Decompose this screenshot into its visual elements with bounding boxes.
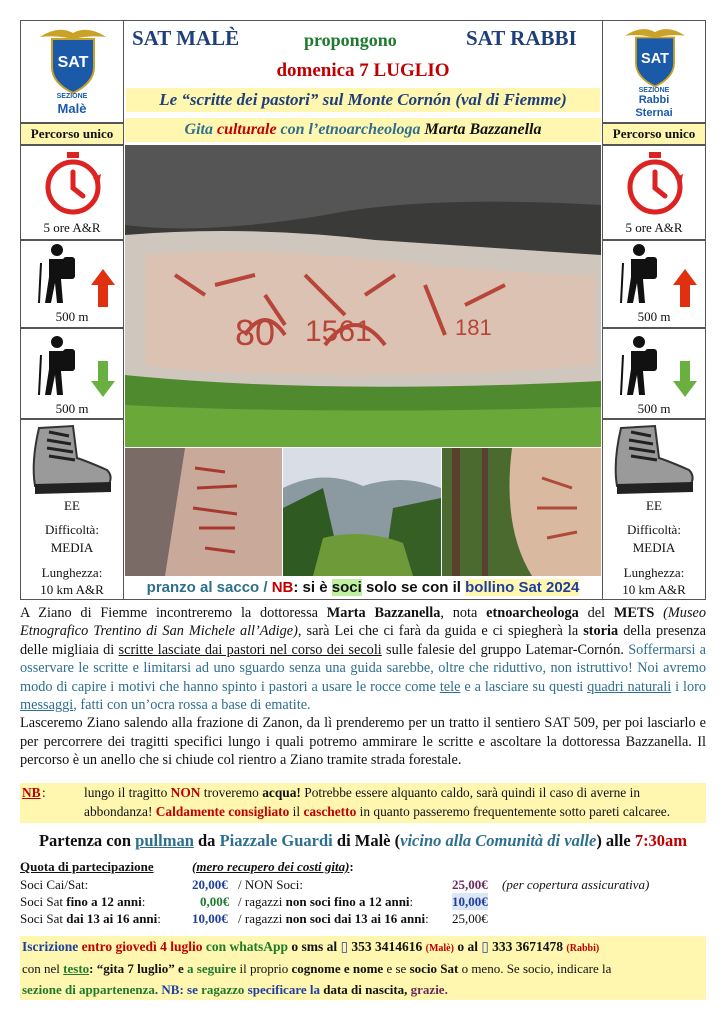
left-logo-cell: [20, 20, 124, 123]
event-subtitle: Le “scritte dei pastori” sul Monte Cornón (val di Fiemme): [126, 88, 600, 112]
photo-inscriptions-detail: [125, 448, 282, 576]
difficulty-label: Difficoltà:: [45, 522, 99, 537]
grade-label: EE: [646, 498, 662, 513]
rock-painting-illustration: [125, 145, 601, 447]
descent-label: 500 m: [637, 401, 671, 416]
hiker-icon: [35, 335, 79, 397]
bollino-banner: pranzo al sacco / NB: si è soci solo se con il bollino Sat 2024: [125, 577, 601, 599]
svg-text:80: 80: [235, 312, 276, 353]
sat-eagle-logo: [620, 23, 690, 91]
phone-icon: ▯: [481, 939, 489, 954]
hiker-icon: [617, 335, 661, 397]
signup-line1: Iscrizione entro giovedì 4 luglio con whatsApp o sms al ▯ 353 3414616 (Malè) o al ▯ 333 3671478 (Rabbi): [22, 939, 600, 954]
difficulty-cell: [20, 419, 124, 600]
duration-cell: [602, 145, 706, 240]
org-right: SAT RABBI: [466, 26, 577, 50]
grade-label: EE: [64, 498, 80, 513]
signup-line2: con nel testo: “gita 7 luglio” e a seguire il proprio cognome e nome e se socio Sat o meno. Se socio, indicare la: [22, 961, 612, 976]
ascent-label: 500 m: [637, 309, 671, 324]
fees-title: Quota di partecipazione: [20, 859, 154, 874]
right-logo-line1: SEZIONE: [638, 87, 670, 94]
gita-pre: Gita: [184, 121, 213, 138]
duration-cell: [20, 145, 124, 240]
boot-icon: [29, 422, 115, 498]
ascent-cell: [602, 240, 706, 328]
description: A Ziano di Fiemme incontreremo la dottoressa Marta Bazzanella, nota etnoarcheologa del METS (Museo Etnografico Trentino di San Michele all’Adige), sarà Lei che ci farà da guida e ci spiegherà la storia della presenza delle migliaia di scritte lasciate dai pastori nel corso dei secoli sulle falesie del gruppo Latemar-Cornón. Soffermarsi a osservare le scritte e limitarsi ad uno sguardo senza una guida sarebbe, oltre che riduttivo, non istruttivo! Noi avremo modo di capire i motivi che hanno spinto i pastori a usare le rocce come tele e a lasciare su questi quadri naturali i loro messaggi, fatti con un’ocra rossa a base di ematite. Lasceremo Ziano salendo alla frazione di Zanon, da lì prenderemo per un tratto il sentiero SAT 509, per poi lasciarlo e per percorrere dei tragitti specifici lungo i quali potremo ammirare le scritte e ascoltare la dottoressa Bazzanella. Il percorso è un anello che si chiude col rientro a Ziano tramite strada forestale.: [20, 605, 707, 769]
duration-label: 5 ore A&R: [625, 220, 683, 235]
right-logo-line2: Rabbi: [638, 94, 670, 106]
descent-cell: [602, 328, 706, 419]
left-logo-line2: Malè: [57, 101, 87, 116]
descent-cell: [20, 328, 124, 419]
right-logo-line3: Sternai: [635, 107, 673, 119]
difficulty-value: MEDIA: [50, 540, 94, 555]
svg-text:SAT: SAT: [57, 54, 89, 71]
fees-table: Quota di partecipazione (mero recupero dei costi gita): Soci Cai/Sat: 20,00€ / NON Soci: 25,00€ (per copertura assicurativa) Soci Sat fino a 12 anni: 0,00€ / ragazzi non soci fino a 12 anni: 10,00€ Soci Sat dai 13 ai 16 anni: 10,00€ / ragazzi non soci dai 13 ai 16 anni: 25,00€: [20, 859, 650, 926]
arrow-up-icon: [91, 269, 115, 307]
phone-icon: ▯: [340, 939, 348, 954]
event-date: domenica 7 LUGLIO: [276, 60, 450, 81]
duration-label: 5 ore A&R: [43, 220, 101, 235]
arrow-up-icon: [673, 269, 697, 307]
phone-malè[interactable]: 353 3414616: [351, 939, 423, 954]
main-photo-rock-inscriptions: [125, 145, 601, 447]
signup-line3: sezione di appartenenza. NB: se ragazzo specificare la data di nascita, grazie.: [22, 982, 448, 997]
hiker-icon: [617, 243, 661, 305]
length-label: Lunghezza:: [623, 565, 685, 580]
signup-box: [20, 936, 706, 1000]
boot-icon: [611, 422, 697, 498]
ascent-label: 500 m: [55, 309, 89, 324]
difficulty-label: Difficoltà:: [627, 522, 681, 537]
header-verb: propongono: [304, 30, 397, 50]
phone-rabbi[interactable]: 333 3671478: [492, 939, 564, 954]
descent-label: 500 m: [55, 401, 89, 416]
gita-word: culturale: [216, 121, 277, 138]
arrow-down-icon: [673, 361, 697, 397]
sat-eagle-logo: [38, 23, 108, 98]
departure-line: Partenza con pullman da Piazzale Guardi di Malè (vicino alla Comunità di valle) alle 7:30am: [38, 831, 688, 850]
ascent-cell: [20, 240, 124, 328]
difficulty-value: MEDIA: [632, 540, 676, 555]
length-value: 10 km A&R: [40, 582, 104, 597]
left-logo-line1: SEZIONE: [56, 93, 88, 100]
right-logo-cell: [602, 20, 706, 123]
svg-text:SAT: SAT: [641, 50, 669, 67]
length-label: Lunghezza:: [41, 565, 103, 580]
gita-line: [125, 118, 601, 142]
percorso-left: Percorso unico: [20, 123, 124, 145]
length-value: 10 km A&R: [622, 582, 686, 597]
nb-box: NB : lungo il tragitto NON troveremo acqua! Potrebbe essere alquanto caldo, sarà quindi il caso di averne in abbondanza! Caldamente consigliato il caschetto in quanto passeremo frequentemente sotto pareti calcaree.: [20, 783, 706, 823]
photo-forest-rock: [442, 448, 601, 576]
arrow-down-icon: [91, 361, 115, 397]
svg-text:181: 181: [455, 315, 492, 340]
gita-mid: con l’etnoarcheologa: [280, 121, 421, 138]
stopwatch-icon: [41, 150, 105, 216]
fees-subtitle: (mero recupero dei costi gita): [192, 859, 350, 874]
photo-valley: [283, 448, 441, 576]
route-paragraph: Lasceremo Ziano salendo alla frazione di Zanon, da lì prenderemo per un tratto il sentiero SAT 509, per poi lasciarlo e per percorrere dei tragitti specifici lungo i quali potremo ammirare le scritte e ascoltare la dottoressa Bazzanella. Il percorso è un anello che si chiude col rientro a Ziano tramite strada forestale.: [20, 715, 706, 769]
gita-name: Marta Bazzanella: [424, 121, 542, 138]
difficulty-cell: [602, 419, 706, 600]
stopwatch-icon: [623, 150, 687, 216]
percorso-right: Percorso unico: [602, 123, 706, 145]
hiker-icon: [35, 243, 79, 305]
svg-text:1561: 1561: [305, 315, 372, 348]
org-left: SAT MALÈ: [132, 26, 240, 50]
